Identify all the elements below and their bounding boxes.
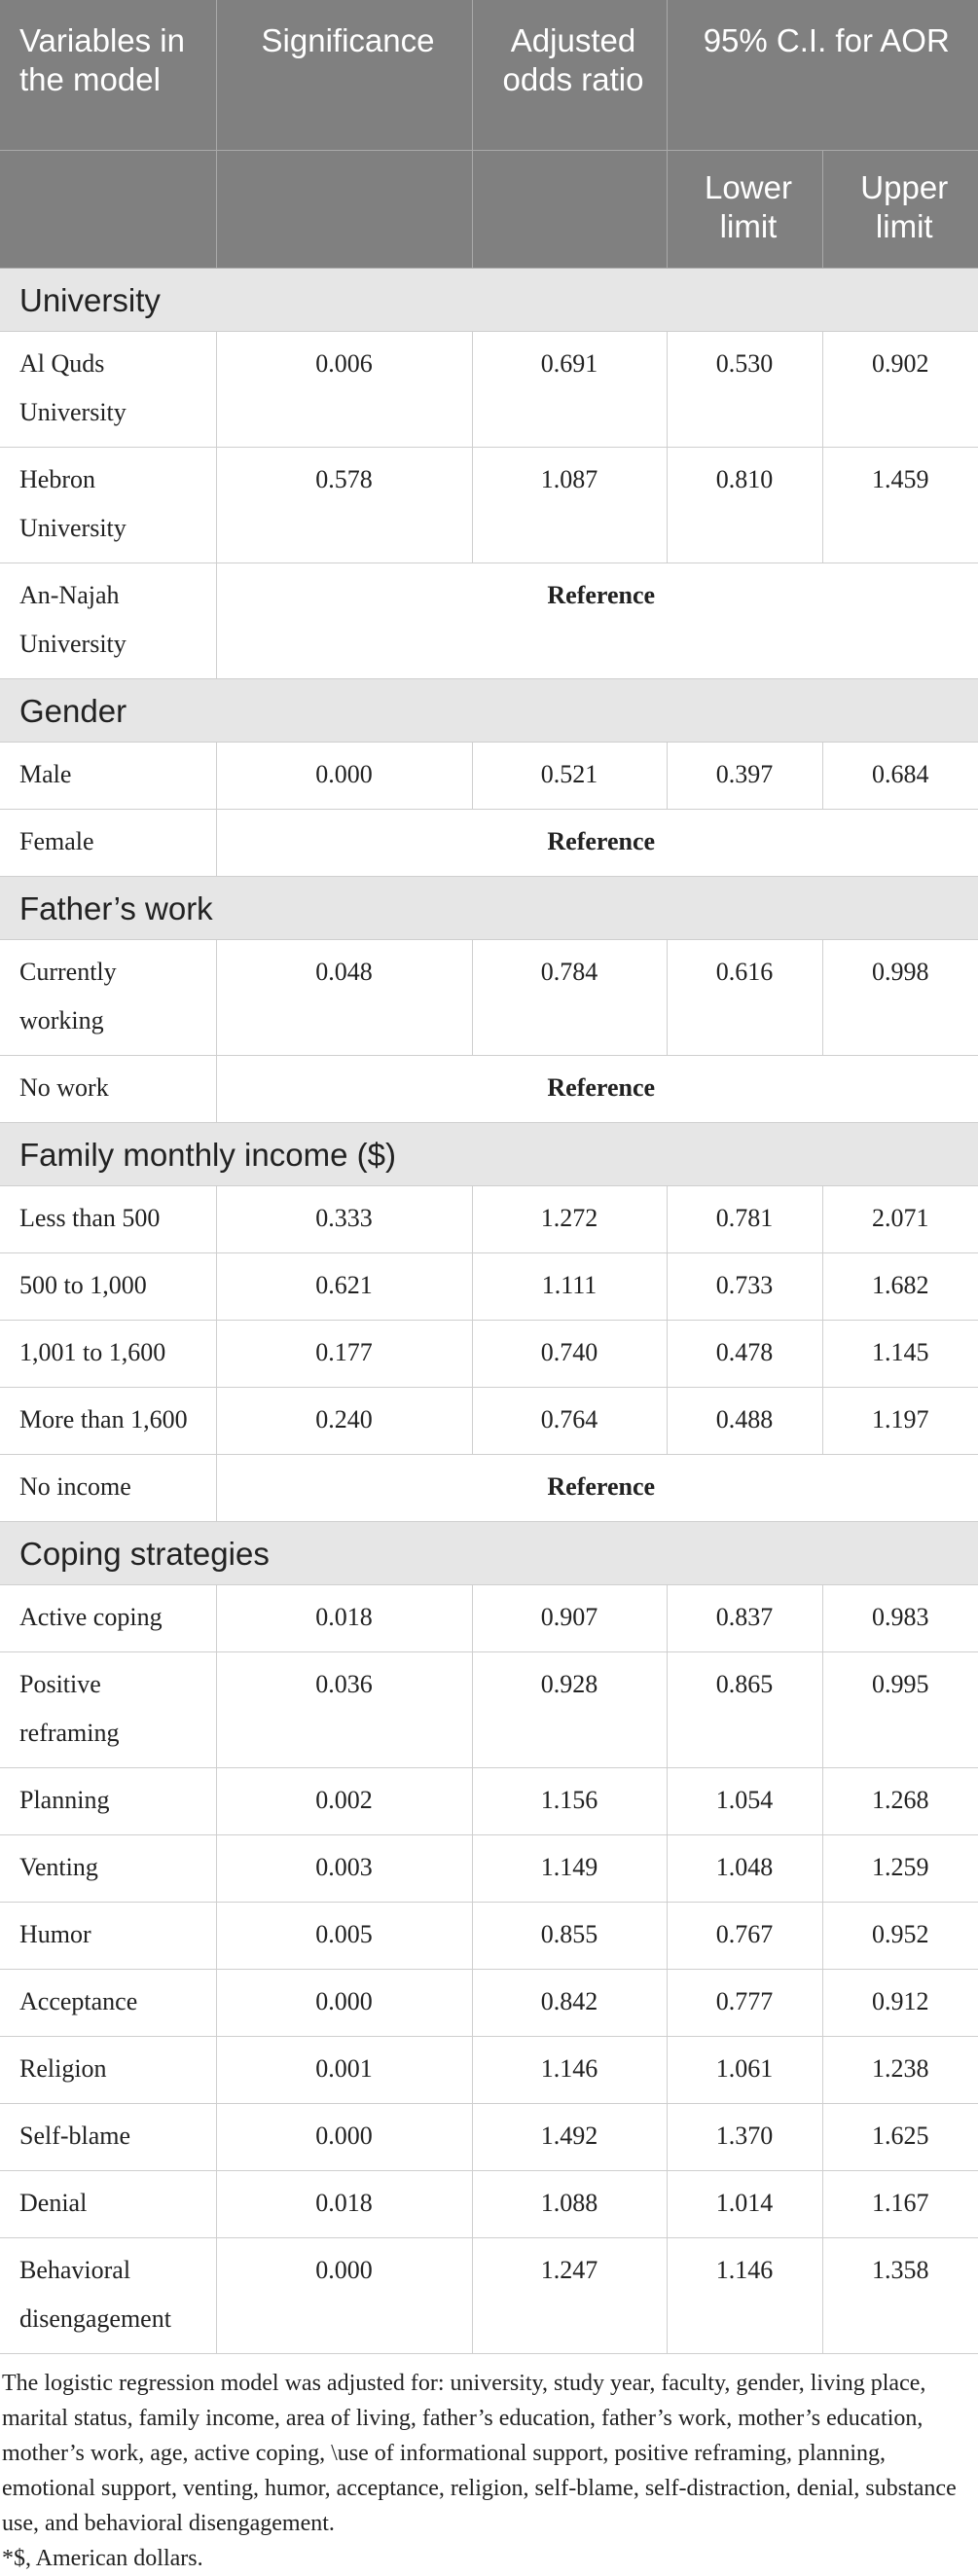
- table-row: [0, 810, 978, 877]
- row-label: Self-blame: [0, 2104, 216, 2171]
- aor-cell: 1.492: [472, 2104, 667, 2171]
- table-row: [0, 1970, 978, 2037]
- header-row-sub: [0, 151, 978, 269]
- table-row: [0, 1768, 978, 1835]
- table-row: [0, 1455, 978, 1522]
- header-blank-significance: [216, 151, 472, 269]
- upper-limit-cell: 0.902: [822, 332, 978, 448]
- significance-cell: 0.240: [216, 1388, 472, 1455]
- header-blank-variables: [0, 151, 216, 269]
- significance-cell: 0.018: [216, 2171, 472, 2238]
- table-row: [0, 1835, 978, 1903]
- table-row: [0, 448, 978, 563]
- lower-limit-cell: 1.370: [667, 2104, 822, 2171]
- header-significance: Significance: [216, 0, 472, 151]
- upper-limit-cell: 1.145: [822, 1321, 978, 1388]
- table-row: [0, 743, 978, 810]
- section-title: University: [0, 269, 978, 332]
- header-row-top: [0, 0, 978, 151]
- significance-cell: 0.000: [216, 1970, 472, 2037]
- header-blank-aor: [472, 151, 667, 269]
- lower-limit-cell: 0.781: [667, 1186, 822, 1253]
- footnote-currency: *$, American dollars.: [2, 2546, 203, 2571]
- significance-cell: 0.036: [216, 1652, 472, 1768]
- aor-cell: 0.855: [472, 1903, 667, 1970]
- upper-limit-cell: 0.983: [822, 1585, 978, 1652]
- aor-cell: 1.111: [472, 1253, 667, 1321]
- row-label: Denial: [0, 2171, 216, 2238]
- table-row: [0, 2104, 978, 2171]
- row-label: 1,001 to 1,600: [0, 1321, 216, 1388]
- header-lower-limit: Lower limit: [667, 151, 822, 269]
- header-confidence-interval: 95% C.I. for AOR: [667, 0, 978, 151]
- section-header-row: [0, 877, 978, 940]
- lower-limit-cell: 0.397: [667, 743, 822, 810]
- row-label: Female: [0, 810, 216, 877]
- row-label: No income: [0, 1455, 216, 1522]
- lower-limit-cell: 0.478: [667, 1321, 822, 1388]
- row-label: Al Quds University: [0, 332, 216, 448]
- aor-cell: 1.146: [472, 2037, 667, 2104]
- aor-cell: 0.784: [472, 940, 667, 1056]
- upper-limit-cell: 0.684: [822, 743, 978, 810]
- aor-cell: 0.691: [472, 332, 667, 448]
- lower-limit-cell: 1.014: [667, 2171, 822, 2238]
- table-header: [0, 0, 978, 269]
- lower-limit-cell: 1.061: [667, 2037, 822, 2104]
- lower-limit-cell: 0.530: [667, 332, 822, 448]
- aor-cell: 0.764: [472, 1388, 667, 1455]
- header-upper-limit: Upper limit: [822, 151, 978, 269]
- table-row: [0, 332, 978, 448]
- table-row: [0, 2037, 978, 2104]
- aor-cell: 1.156: [472, 1768, 667, 1835]
- row-label: Hebron University: [0, 448, 216, 563]
- header-variables: Variables in the model: [0, 0, 216, 151]
- row-label: Acceptance: [0, 1970, 216, 2037]
- aor-cell: 0.842: [472, 1970, 667, 2037]
- upper-limit-cell: 1.167: [822, 2171, 978, 2238]
- upper-limit-cell: 1.682: [822, 1253, 978, 1321]
- table-row: [0, 1652, 978, 1768]
- table-row: [0, 1186, 978, 1253]
- section-header-row: [0, 1123, 978, 1186]
- footnote-adjustment: The logistic regression model was adjusted for: university, study year, faculty, gender, living place, marital status, family income, area of living, father’s education, father’s work, mother’s education, mother’s work, age, active coping, \use of informational support, positive reframing, planning, emotional support, venting, humor, acceptance, religion, self-blame, self-distraction, denial, substance use, and behavioral disengagement.: [2, 2371, 957, 2536]
- row-label: Behavioral disengagement: [0, 2238, 216, 2354]
- significance-cell: 0.000: [216, 2104, 472, 2171]
- row-label: More than 1,600: [0, 1388, 216, 1455]
- significance-cell: 0.003: [216, 1835, 472, 1903]
- table-row: [0, 1903, 978, 1970]
- row-label: Active coping: [0, 1585, 216, 1652]
- reference-cell: Reference: [216, 1056, 978, 1123]
- row-label: Religion: [0, 2037, 216, 2104]
- significance-cell: 0.002: [216, 1768, 472, 1835]
- table-row: [0, 1253, 978, 1321]
- aor-cell: 1.272: [472, 1186, 667, 1253]
- significance-cell: 0.578: [216, 448, 472, 563]
- section-title: Coping strategies: [0, 1522, 978, 1585]
- reference-cell: Reference: [216, 1455, 978, 1522]
- table-footnotes: [0, 2354, 978, 2576]
- table-row: [0, 2238, 978, 2354]
- upper-limit-cell: 1.259: [822, 1835, 978, 1903]
- lower-limit-cell: 0.767: [667, 1903, 822, 1970]
- table-row: [0, 563, 978, 679]
- lower-limit-cell: 0.733: [667, 1253, 822, 1321]
- aor-cell: 1.087: [472, 448, 667, 563]
- table-row: [0, 1388, 978, 1455]
- lower-limit-cell: 0.777: [667, 1970, 822, 2037]
- aor-cell: 1.088: [472, 2171, 667, 2238]
- row-label: Positive reframing: [0, 1652, 216, 1768]
- upper-limit-cell: 1.197: [822, 1388, 978, 1455]
- section-header-row: [0, 679, 978, 743]
- significance-cell: 0.001: [216, 2037, 472, 2104]
- upper-limit-cell: 1.268: [822, 1768, 978, 1835]
- significance-cell: 0.000: [216, 743, 472, 810]
- upper-limit-cell: 0.912: [822, 1970, 978, 2037]
- aor-cell: 1.247: [472, 2238, 667, 2354]
- section-header-row: [0, 1522, 978, 1585]
- row-label: Currently working: [0, 940, 216, 1056]
- aor-cell: 0.740: [472, 1321, 667, 1388]
- row-label: An-Najah University: [0, 563, 216, 679]
- upper-limit-cell: 0.995: [822, 1652, 978, 1768]
- upper-limit-cell: 1.358: [822, 2238, 978, 2354]
- upper-limit-cell: 2.071: [822, 1186, 978, 1253]
- significance-cell: 0.048: [216, 940, 472, 1056]
- reference-cell: Reference: [216, 563, 978, 679]
- lower-limit-cell: 0.865: [667, 1652, 822, 1768]
- upper-limit-cell: 0.998: [822, 940, 978, 1056]
- section-title: Gender: [0, 679, 978, 743]
- significance-cell: 0.333: [216, 1186, 472, 1253]
- significance-cell: 0.018: [216, 1585, 472, 1652]
- lower-limit-cell: 0.810: [667, 448, 822, 563]
- table-row: [0, 940, 978, 1056]
- section-title: Family monthly income ($): [0, 1123, 978, 1186]
- row-label: Venting: [0, 1835, 216, 1903]
- table-row: [0, 1585, 978, 1652]
- aor-cell: 1.149: [472, 1835, 667, 1903]
- section-header-row: [0, 269, 978, 332]
- upper-limit-cell: 1.625: [822, 2104, 978, 2171]
- lower-limit-cell: 0.488: [667, 1388, 822, 1455]
- row-label: Male: [0, 743, 216, 810]
- significance-cell: 0.000: [216, 2238, 472, 2354]
- section-title: Father’s work: [0, 877, 978, 940]
- table-row: [0, 1056, 978, 1123]
- lower-limit-cell: 0.837: [667, 1585, 822, 1652]
- row-label: 500 to 1,000: [0, 1253, 216, 1321]
- row-label: Planning: [0, 1768, 216, 1835]
- significance-cell: 0.621: [216, 1253, 472, 1321]
- table-body: [0, 269, 978, 2354]
- lower-limit-cell: 1.146: [667, 2238, 822, 2354]
- lower-limit-cell: 1.054: [667, 1768, 822, 1835]
- significance-cell: 0.005: [216, 1903, 472, 1970]
- lower-limit-cell: 1.048: [667, 1835, 822, 1903]
- header-adjusted-odds-ratio: Adjusted odds ratio: [472, 0, 667, 151]
- row-label: No work: [0, 1056, 216, 1123]
- reference-cell: Reference: [216, 810, 978, 877]
- aor-cell: 0.907: [472, 1585, 667, 1652]
- row-label: Less than 500: [0, 1186, 216, 1253]
- table-row: [0, 1321, 978, 1388]
- row-label: Humor: [0, 1903, 216, 1970]
- upper-limit-cell: 1.459: [822, 448, 978, 563]
- lower-limit-cell: 0.616: [667, 940, 822, 1056]
- significance-cell: 0.177: [216, 1321, 472, 1388]
- significance-cell: 0.006: [216, 332, 472, 448]
- aor-cell: 0.928: [472, 1652, 667, 1768]
- upper-limit-cell: 1.238: [822, 2037, 978, 2104]
- upper-limit-cell: 0.952: [822, 1903, 978, 1970]
- aor-cell: 0.521: [472, 743, 667, 810]
- table-row: [0, 2171, 978, 2238]
